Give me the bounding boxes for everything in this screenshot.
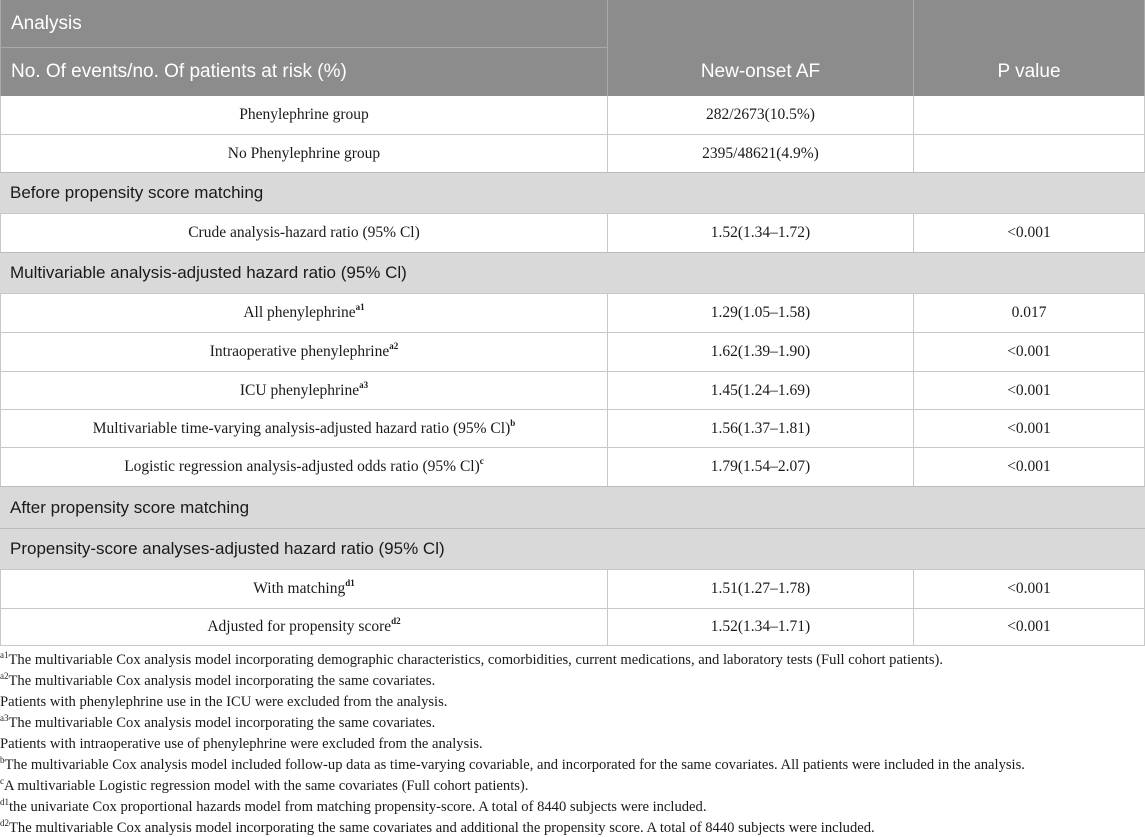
section-title: Before propensity score matching [10,183,264,202]
row-p-value: <0.001 [1007,224,1051,241]
section-title: After propensity score matching [10,497,250,517]
row-p-value: <0.001 [1007,343,1051,360]
table-header [0,0,1145,96]
section-propensity-score [0,528,1145,569]
footnote: Patients with intraoperative use of phenylephrine were excluded from the analysis. [0,736,483,752]
row-p-value: <0.001 [1007,618,1051,635]
section-title: Multivariable analysis-adjusted hazard ratio (95% Cl) [10,263,407,282]
row-label: ICU phenylephrine$^{a3}$ [239,379,369,399]
table-row [0,332,1145,371]
header-analysis-cell [0,0,607,48]
footnote-marker: b [510,417,516,428]
section-before-matching [0,172,1145,213]
row-label: Phenylephrine group [239,106,369,123]
header-p-cell [913,0,1145,96]
section-multivariable [0,252,1145,293]
row-label: Adjusted for propensity score$^{d2}$ [207,616,401,635]
row-af-value: 2395/48621(4.9%) [702,144,819,162]
row-p-value: <0.001 [1007,381,1051,399]
row-af-value: 282/2673(10.5%) [706,106,815,123]
row-af-value: 1.51(1.27–1.78) [710,580,811,597]
row-p-value: <0.001 [1007,580,1051,597]
footnote-marker: d2 [391,616,401,626]
table-row [0,371,1145,409]
header-af-cell [607,0,913,96]
row-label: Logistic regression analysis-adjusted odds ratio (95% Cl)$^c$ [124,456,484,475]
table-row [0,134,1145,172]
footnote: $^b$The multivariable Cox analysis model included follow-up data as time-varying covariable, and incorporated for the same covariates. All patients were included in the analysis. [0,755,1025,773]
row-label: All phenylephrine$^{a1}$ [243,302,365,321]
footnote: $^{a2}$The multivariable Cox analysis model incorporating the same covariates. [0,671,436,689]
header-events-cell [0,48,607,96]
row-p-value: <0.001 [1007,458,1051,475]
row-label: No Phenylephrine group [227,144,381,162]
table-row [0,409,1145,447]
table-row [0,213,1145,252]
table-row [0,293,1145,332]
footnote: $^{d2}$The multivariable Cox analysis model incorporating the same covariates and additional the propensity score. A total of 8440 subjects were included. [0,818,875,836]
section-title: Propensity-score analyses-adjusted hazard ratio (95% Cl) [10,539,445,558]
row-af-value: 1.79(1.54–2.07) [710,458,811,475]
header-events-label: No. Of events/no. Of patients at risk (%) [11,61,347,82]
footnote: Patients with phenylephrine use in the ICU were excluded from the analysis. [0,694,448,710]
footnote-marker: a2 [389,341,399,351]
table-row [0,447,1145,486]
footnote: $^c$A multivariable Logistic regression model with the same covariates (Full cohort patients). [0,776,529,794]
row-label: Intraoperative phenylephrine$^{a2}$ [209,341,399,360]
footnote: $^{d1}$the univariate Cox proportional hazards model from matching propensity-score. A total of 8440 subjects were included. [0,797,707,815]
row-af-value: 1.29(1.05–1.58) [710,304,811,321]
footnote-marker: a1 [355,302,365,312]
row-af-value: 1.52(1.34–1.71) [710,618,811,635]
row-label: Multivariable time-varying analysis-adjusted hazard ratio (95% Cl)$^b$ [92,417,516,437]
section-after-matching [0,486,1145,528]
footnote-marker: a3 [359,379,369,390]
header-analysis: Analysis [11,12,82,34]
row-af-value: 1.52(1.34–1.72) [710,224,811,241]
header-p-value: P value [997,61,1061,82]
row-af-value: 1.45(1.24–1.69) [710,381,811,399]
footnote-marker: c [479,456,484,466]
row-af-value: 1.56(1.37–1.81) [710,419,811,437]
row-label: Crude analysis-hazard ratio (95% Cl) [188,224,420,241]
footnote: $^{a1}$The multivariable Cox analysis model incorporating demographic characteristics, comorbidities, current medications, and laboratory tests (Full cohort patients). [0,650,944,668]
table-row [0,608,1145,646]
header-new-onset-af: New-onset AF [700,61,821,82]
row-p-value: <0.001 [1007,419,1051,437]
table-row [0,96,1145,134]
row-p-value: 0.017 [1011,304,1047,321]
table-row [0,569,1145,608]
row-label: With matching$^{d1}$ [253,578,355,597]
row-af-value: 1.62(1.39–1.90) [710,343,811,360]
footnote-marker: d1 [345,578,355,588]
footnote: $^{a3}$The multivariable Cox analysis model incorporating the same covariates. [0,713,436,731]
